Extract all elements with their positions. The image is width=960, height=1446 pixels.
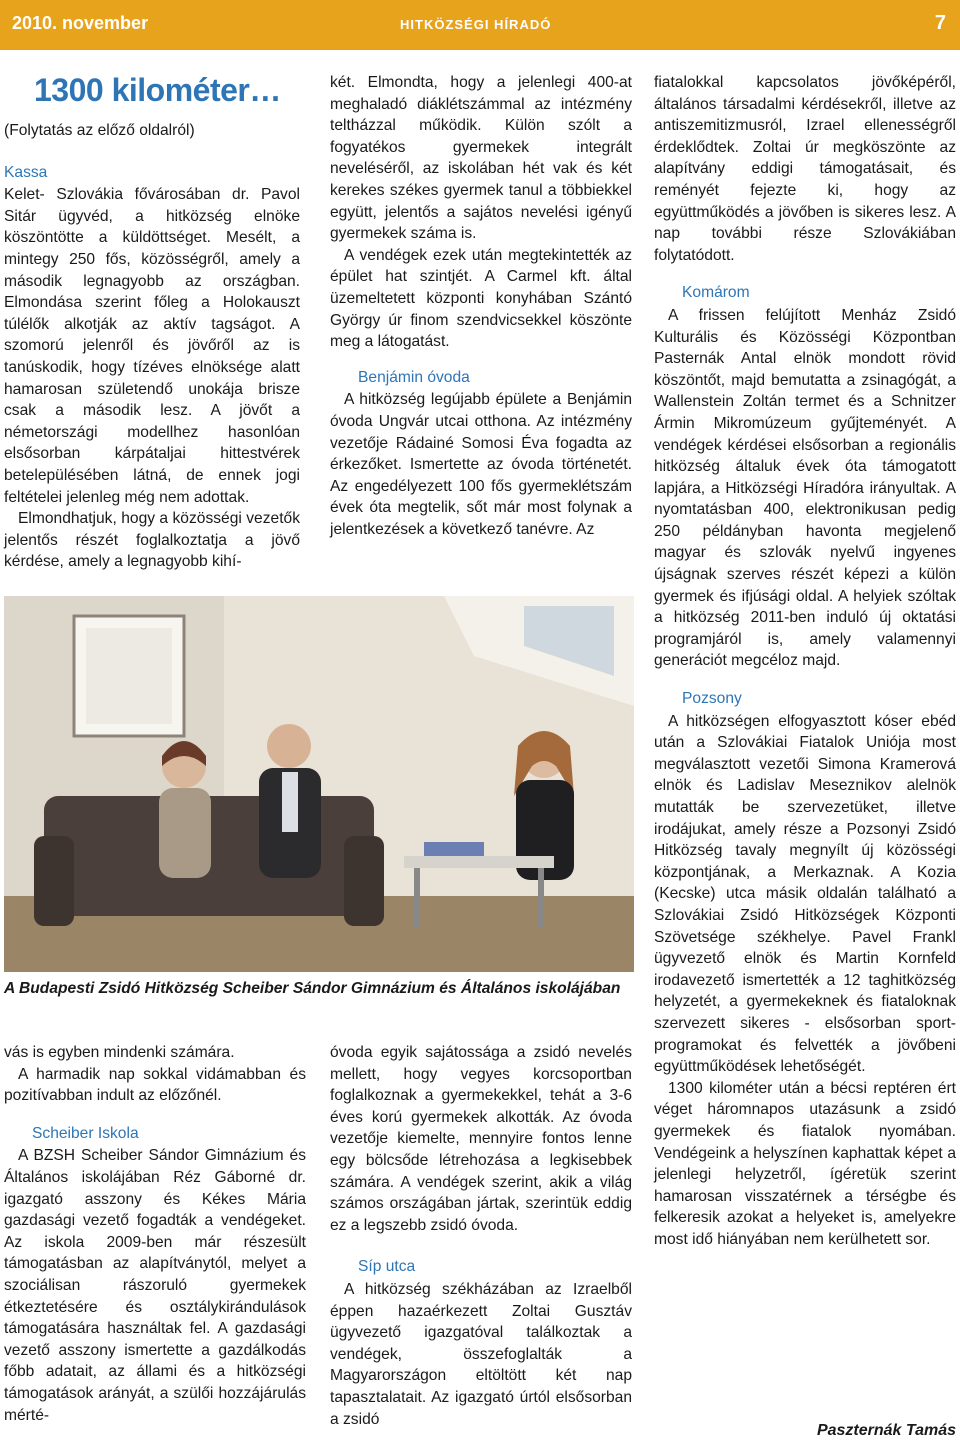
column-3 — [654, 72, 956, 1250]
issue-date: 2010. november — [12, 13, 149, 33]
paragraph: fiatalokkal kapcsolatos jövőképéről, általános társadalmi kérdésekről, illetve az antiszemitizmusról, Izrael ellenességről érdeklődtek. Zoltai úr megköszönte az alapítvány eddigi támogatásait, és reményét fejezte ki, hogy az együttműködés a jövőben is sikeres lesz. A nap további része Szlovákiában folytatódott. — [654, 74, 956, 264]
publication-name: HITKÖZSÉGI HÍRADÓ — [400, 17, 552, 32]
column-1-bottom — [4, 1042, 306, 1426]
paragraph: A hitközségen elfogyasztott kóser ebéd után a Szlovákiai Fiatalok Uniója most megválasztott vezetői Simona Kramerová elnök és Ladislav Meseznikov alelnök mutatták be szervezetüket, illetve irodájukat, amely része a Pozsonyi Zsidó Hitközség tavaly megnyílt új közösségi központjának, a Merkaznak. A Kozia (Kecske) utca másik oldalán található a Szlovákiai Zsidó Hitközségek Központi Szövetsége székhelye. Pavel Frankl ügyvezető elnök és Martin Kornfeld irodavezető ismertették a 12 taghitközség helyzetét, a gyermekeknek és fiataloknak szervezett sikeres - elsősorban sport- programokat és felvették a jövőbeni együttműködések lehetőségét. — [654, 712, 956, 1076]
paragraph: Elmondhatjuk, hogy a közösségi vezetők jelentős részét foglalkoztatja a jövő kérdése, amely a legnagyobb kihí- — [4, 510, 300, 571]
paragraph: Kelet- Szlovákia fővárosában dr. Pavol Sitár ügyvéd, a hitközség elnöke köszöntötte a küldöttséget. Mesélt, a mintegy 250 fős, közösségről, amely a második legnagyobb az országban. Elmondása szerint főleg a Holokauszt túlélők alkotják az aktív tagságot. A szomorú jelenről és jövőről az is tanúskodik, hogy tízéves elnöksége alatt hamarosan születendő unokája brisze csak a második lesz. A jövőt a németországi modellhez hasonlóan elsősorban kárpátaljai hittestvérek betelepülésében látná, de ennek jogi feltételei jelenleg még nem adottak. — [4, 186, 300, 506]
author-signature: Paszternák Tamás — [816, 1422, 956, 1439]
page-header — [0, 0, 960, 50]
article-photo — [4, 596, 634, 972]
paragraph: két. Elmondta, hogy a jelenlegi 400-at meghaladó diáklétszámmal az intézmény teltházzal működik. Külön szólt a fogyatékos gyermekek integrált neveléséről, az iskolában hét vak és két kerekes székes gyermek tanul a többiekkel együtt, jelentős a sajátos nevelési igényű gyermekek száma is. — [330, 74, 632, 243]
paragraph: A harmadik nap sokkal vidámabban és pozitívabban indult az előzőnél. — [4, 1065, 306, 1105]
article-title: 1300 kilométer… — [34, 72, 281, 108]
section-heading-benjamin: Benjámin óvoda — [358, 368, 470, 386]
section-heading-kassa: Kassa — [4, 163, 48, 181]
paragraph: A vendégek ezek után megtekintették az épület hat szintjét. A Carmel kft. által üzemeltetett központi konyhában Szántó György úr finom szendvicsekkel köszönte meg a látogatást. — [330, 246, 632, 351]
section-heading-pozsony: Pozsony — [682, 690, 742, 708]
column-2-top — [330, 72, 632, 540]
continuation-note: (Folytatás az előző oldalról) — [4, 122, 195, 139]
paragraph: A frissen felújított Menház Zsidó Kulturális és Közösségi Központban Pasternák Antal elnök mondott rövid köszöntőt, majd bemutatta a zsinagógát, a Wallenstein Zoltán termet és a Schnitzer Ármin Mikromúzeum gyűjteményét. A vendégek kérdései elsősorban a regionális hitközség általuk évek óta támogatott lapjára, a Hitközségi Híradóra irányultak. A nyomtatásban 400, elektronikusan pedig 250 példányban havonta megjelenő magyar és szlovák nyelvű ingyenes újságnak szerves részét képezi a külön gyermek és ifjúsági oldal. A helyiek szóltak a hitközség 2011-ben induló új oktatási programjáról is, amely valamennyi generációt megcéloz majd. — [654, 306, 956, 670]
paragraph: óvoda egyik sajátossága a zsidó nevelés mellett, hogy vegyes korcsoportban foglalkoznak a gyermekekkel, tehát a 3-6 éves korú gyermekek alkották. Az óvoda vezetője kiemelte, mennyire fontos lenne egy bölcsőde létrehozása a legkisebbek számára. A vendégek szerint, akik a világ számos országában jártak, szerintük eddig ez a legszebb zsidó óvoda. — [330, 1044, 632, 1234]
paragraph: 1300 kilométer után a bécsi reptéren ért véget háromnapos utazásunk a zsidó gyermekek és fiatalok nyomában. Vendégeink a helyszínen kaphattak képet a jelenlegi helyzetről, ígéretük szerint hamarosan visszatérnek a térségbe és felkeresik azokat a helyeket is, amelyekre most idő hiányában nem kerülhetett sor. — [654, 1079, 956, 1248]
column-1-top — [4, 120, 300, 573]
section-heading-komarom: Komárom — [682, 284, 750, 302]
section-heading-scheiber: Scheiber Iskola — [32, 1124, 139, 1142]
section-heading-sip-utca: Síp utca — [358, 1258, 416, 1276]
paragraph: A hitközség székházában az Izraelből éppen hazaérkezett Zoltai Gusztáv ügyvezető igazgatóval találkoztak a vendégek, összefoglalták a Magyarországon eltöltött két nap tapasztalatait. Az igazgató úrtól elsősorban a zsidó — [330, 1280, 632, 1428]
photo-caption: A Budapesti Zsidó Hitközség Scheiber Sándor Gimnázium és Általános iskolájában — [4, 980, 621, 997]
paragraph: A BZSH Scheiber Sándor Gimnázium és Általános iskolájában Réz Gáborné dr. igazgató asszony és Kékes Mária gazdasági vezető fogadták a vendégeket. Az iskola 2009-ben már részesült támogatásban az alapítványtól, melyet a szociálisan rászoruló gyermekek étkeztetésére és osztálykirándulások támogatására használtak fel. A gazdasági vezető asszony ismertette a gazdálkodás főbb adatait, az állami és a hitközségi támogatások arányát, a szülői hozzájárulás mérté- — [4, 1147, 306, 1424]
page-number: 7 — [934, 12, 946, 34]
paragraph: vás is egyben mindenki számára. — [4, 1044, 235, 1061]
column-2-bottom — [330, 1042, 632, 1430]
paragraph: A hitközség legújabb épülete a Benjámin óvoda Ungvár utcai otthona. Az intézmény vezetője Rádainé Somosi Éva fogadta az érkezőket. Ismertette az óvoda történetét. Az engedélyezett 100 fős gyermeklétszám évek óta megtelik, sőt már most folynak a jelentkezések a következő tanévre. Az — [330, 391, 632, 538]
